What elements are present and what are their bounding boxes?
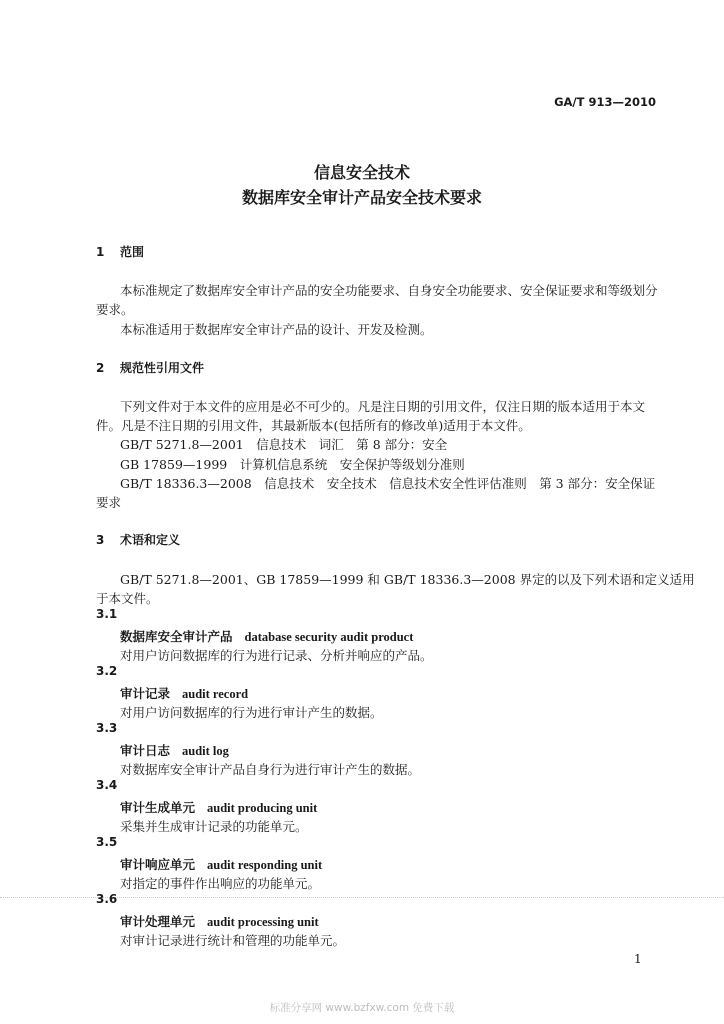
term-heading <box>120 798 317 816</box>
paragraph-continuation: 于本文件。 <box>96 591 159 606</box>
term-heading <box>120 741 229 759</box>
term-english: audit producing unit <box>207 801 318 815</box>
term-english: audit log <box>182 744 229 758</box>
paragraph-continuation: 要求。 <box>96 302 134 317</box>
section-2-heading <box>96 359 204 376</box>
section-number: 3 <box>96 533 105 547</box>
paragraph: 下列文件对于本文件的应用是必不可少的。凡是注日期的引用文件，仅注日期的版本适用于本文 <box>120 399 646 414</box>
term-english: database security audit product <box>244 630 414 644</box>
term-heading <box>120 912 319 930</box>
paragraph: 本标准规定了数据库安全审计产品的安全功能要求、自身安全功能要求、安全保证要求和等级划分 <box>120 283 658 298</box>
section-title: 范围 <box>120 245 145 259</box>
term-heading <box>120 627 413 645</box>
term-definition: 对用户访问数据库的行为进行记录、分析并响应的产品。 <box>120 648 433 663</box>
section-title: 术语和定义 <box>120 533 181 547</box>
footer-watermark: 标准分享网 www.bzfxw.com 免费下载 <box>269 1002 455 1014</box>
reference-item: GB/T 18336.3—2008 信息技术 安全技术 信息技术安全性评估准则 第 3 部分：安全保证 <box>120 476 656 491</box>
term-definition: 对数据库安全审计产品自身行为进行审计产生的数据。 <box>120 762 421 777</box>
standard-number: GA/T 913—2010 <box>554 95 656 109</box>
paragraph: GB/T 5271.8—2001、GB 17859—1999 和 GB/T 18336.3—2008 界定的以及下列术语和定义适用 <box>120 572 695 587</box>
section-1-heading <box>96 243 144 260</box>
section-3-heading <box>96 531 180 548</box>
term-definition: 对审计记录进行统计和管理的功能单元。 <box>120 933 346 948</box>
term-chinese: 审计响应单元 <box>120 857 196 872</box>
term-definition: 对用户访问数据库的行为进行审计产生的数据。 <box>120 705 383 720</box>
term-heading <box>120 684 248 702</box>
reference-item-continuation: 要求 <box>96 495 122 510</box>
term-definition: 采集并生成审计记录的功能单元。 <box>120 819 308 834</box>
term-english: audit responding unit <box>207 858 323 872</box>
term-definition: 对指定的事件作出响应的功能单元。 <box>120 876 321 891</box>
term-chinese: 审计处理单元 <box>120 914 196 929</box>
section-title: 规范性引用文件 <box>120 361 205 375</box>
term-chinese: 审计日志 <box>120 743 171 758</box>
term-chinese: 审计记录 <box>120 686 171 701</box>
term-number: 3.6 <box>96 892 118 906</box>
reference-item: GB 17859—1999 计算机信息系统 安全保护等级划分准则 <box>120 457 465 472</box>
term-heading <box>120 855 322 873</box>
paragraph: 本标准适用于数据库安全审计产品的设计、开发及检测。 <box>120 322 433 337</box>
term-chinese: 数据库安全审计产品 <box>120 629 233 644</box>
section-number: 2 <box>96 361 105 375</box>
term-english: audit processing unit <box>207 915 319 929</box>
term-english: audit record <box>182 687 249 701</box>
document-title-line2: 数据库安全审计产品安全技术要求 <box>241 188 482 207</box>
term-number: 3.2 <box>96 664 118 678</box>
page-number: 1 <box>634 952 642 966</box>
reference-item: GB/T 5271.8—2001 信息技术 词汇 第 8 部分：安全 <box>120 437 448 452</box>
term-chinese: 审计生成单元 <box>120 800 196 815</box>
term-number: 3.5 <box>96 835 118 849</box>
document-title-line1: 信息安全技术 <box>313 163 410 182</box>
paragraph-continuation: 件。凡是不注日期的引用文件，其最新版本(包括所有的修改单)适用于本文件。 <box>96 418 531 433</box>
section-number: 1 <box>96 245 105 259</box>
term-number: 3.4 <box>96 778 118 792</box>
term-number: 3.3 <box>96 721 118 735</box>
term-number: 3.1 <box>96 607 118 621</box>
